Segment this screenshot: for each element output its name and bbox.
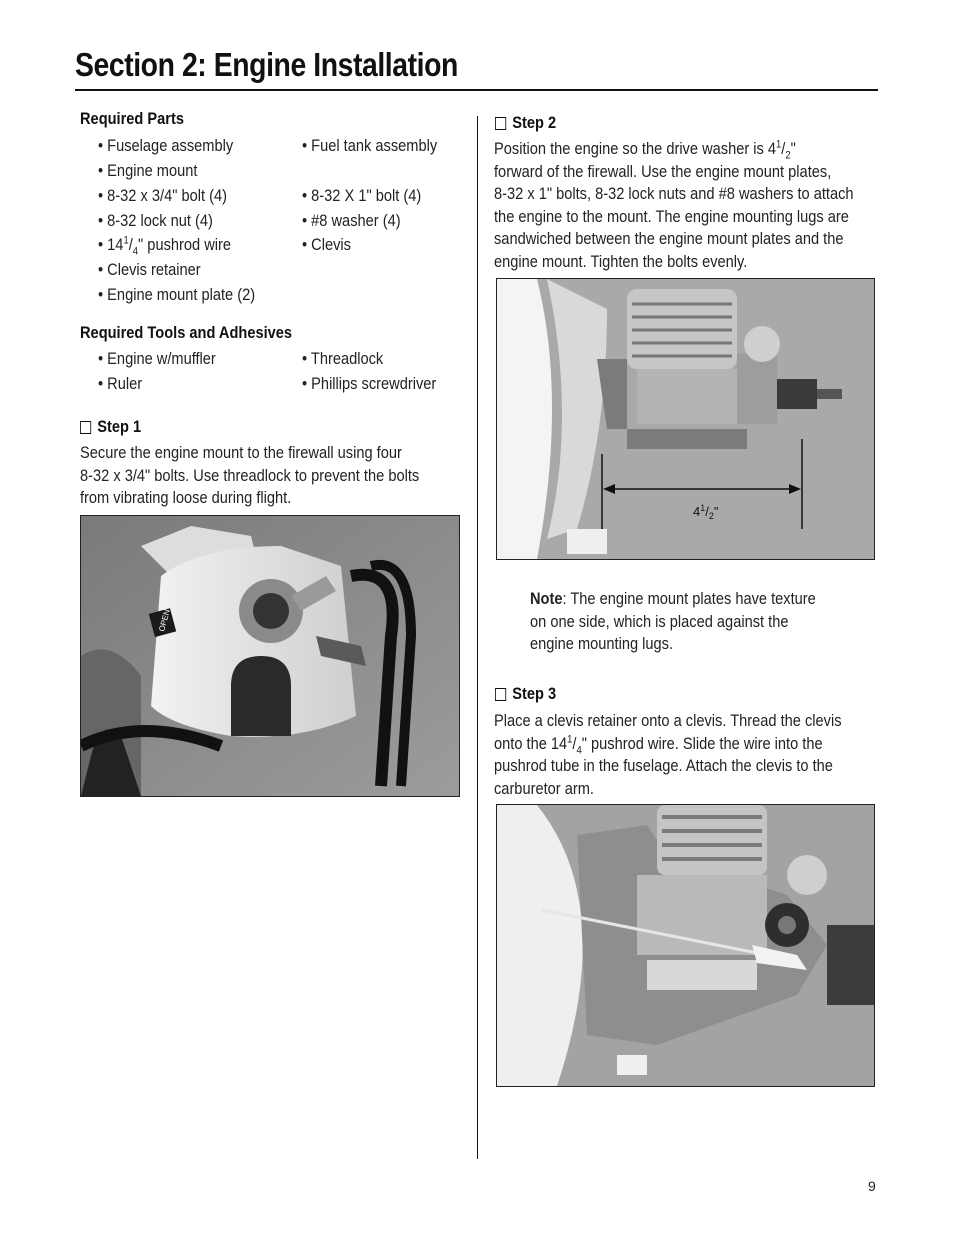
part-item: • 8-32 lock nut (4) bbox=[98, 211, 213, 230]
part-item: • #8 washer (4) bbox=[302, 211, 401, 230]
pushrod-whole: • 14 bbox=[98, 235, 124, 254]
step1-text bbox=[80, 442, 419, 510]
pushrod-fraction-num: 1 bbox=[123, 234, 129, 247]
step1-photo-drawing bbox=[81, 516, 459, 796]
note-line: engine mounting lugs. bbox=[530, 634, 674, 653]
step3-text bbox=[494, 710, 842, 800]
required-tools-heading: Required Tools and Adhesives bbox=[80, 323, 293, 342]
note-line: on one side, which is placed against the bbox=[530, 611, 789, 631]
step1-title: Step 1 bbox=[97, 417, 142, 436]
part-item: • Engine mount bbox=[98, 161, 198, 180]
tool-item: • Phillips screwdriver bbox=[302, 374, 437, 393]
step3-line: Place a clevis retainer onto a clevis. Thread the clevis bbox=[494, 711, 842, 730]
step2-heading bbox=[495, 113, 556, 133]
step1-photo bbox=[80, 515, 460, 797]
step1-line: Secure the engine mount to the firewall using four bbox=[80, 443, 402, 462]
pushrod-rest: " pushrod wire bbox=[138, 235, 232, 254]
part-item: • Clevis retainer bbox=[98, 260, 201, 279]
page-number: 9 bbox=[868, 1178, 876, 1194]
step2-line: engine mount. Tighten the bolts evenly. bbox=[494, 251, 748, 271]
step3-line2-rest: " pushrod wire. Slide the wire into the bbox=[581, 733, 823, 753]
step3-line: onto the $14^1/_4$" pushrod wire. Slide the wire into the bbox=[494, 732, 823, 756]
page-title: Section 2: Engine Installation bbox=[75, 46, 458, 83]
dimension-den: 2 bbox=[708, 511, 714, 521]
step2-photo-drawing bbox=[497, 279, 874, 559]
step1-heading bbox=[80, 417, 141, 437]
part-item: • 8-32 X 1" bolt (4) bbox=[302, 186, 422, 205]
photo-open-label: OPEN bbox=[157, 608, 172, 633]
tool-item: • Ruler bbox=[98, 374, 143, 393]
step3-line: pushrod tube in the fuselage. Attach the clevis to the bbox=[494, 756, 833, 775]
step3-photo-drawing bbox=[497, 805, 874, 1086]
part-item: • Engine mount plate (2) bbox=[98, 285, 256, 304]
part-item-pushrod: • $14^1/_4$" pushrod wire bbox=[98, 234, 232, 258]
step2-line1-text: Position the engine so the drive washer is 4 bbox=[494, 139, 777, 158]
step2-photo bbox=[496, 278, 875, 560]
step2-line: Position the engine so the drive washer is $4^1/_2$" bbox=[494, 138, 796, 162]
note-text bbox=[530, 588, 816, 656]
step2-line1-den: 2 bbox=[785, 149, 791, 162]
step1-line: from vibrating loose during flight. bbox=[80, 488, 292, 507]
column-divider bbox=[477, 116, 478, 1159]
tool-item: • Threadlock bbox=[302, 349, 384, 368]
step2-line: 8-32 x 1" bolts, 8-32 lock nuts and #8 washers to attach bbox=[494, 184, 854, 203]
part-item: • Fuselage assembly bbox=[98, 136, 234, 155]
step2-line1-rest: " bbox=[790, 139, 796, 158]
dimension-num: 1 bbox=[700, 503, 706, 513]
tool-item: • Engine w/muffler bbox=[98, 349, 216, 368]
step2-checkbox[interactable] bbox=[495, 117, 506, 130]
step3-line: carburetor arm. bbox=[494, 778, 594, 798]
step1-line: 8-32 x 3/4" bolts. Use threadlock to prevent the bolts bbox=[80, 465, 420, 485]
step2-line: sandwiched between the engine mount plates and the bbox=[494, 229, 844, 248]
note-label: Note bbox=[530, 589, 563, 608]
step3-title: Step 3 bbox=[512, 684, 557, 703]
dimension-whole: 4 bbox=[693, 504, 701, 519]
part-item: • Fuel tank assembly bbox=[302, 136, 438, 155]
step2-line: forward of the firewall. Use the engine mount plates, bbox=[494, 161, 832, 181]
step3-checkbox[interactable] bbox=[495, 688, 506, 701]
part-item: • Clevis bbox=[302, 235, 351, 254]
pushrod-fraction-den: 4 bbox=[132, 245, 139, 258]
dimension-rest: " bbox=[713, 504, 719, 519]
step2-title: Step 2 bbox=[512, 113, 557, 132]
step3-line2-den: 4 bbox=[576, 743, 582, 756]
step3-photo bbox=[496, 804, 875, 1087]
part-item: • 8-32 x 3/4" bolt (4) bbox=[98, 186, 227, 205]
step1-checkbox[interactable] bbox=[80, 421, 91, 434]
dimension-label: $4^1/_2$" bbox=[693, 503, 719, 521]
step2-line: the engine to the mount. The engine mounting lugs are bbox=[494, 206, 849, 226]
step3-heading bbox=[495, 684, 556, 704]
note-first: : The engine mount plates have texture bbox=[562, 589, 816, 608]
step2-text bbox=[494, 138, 854, 273]
step3-line2-num: 1 bbox=[567, 732, 573, 745]
title-rule bbox=[75, 89, 878, 91]
step2-line1-num: 1 bbox=[776, 138, 782, 151]
note-line bbox=[530, 588, 816, 611]
step3-line2-text: onto the 14 bbox=[494, 733, 568, 753]
required-parts-heading: Required Parts bbox=[80, 109, 185, 128]
